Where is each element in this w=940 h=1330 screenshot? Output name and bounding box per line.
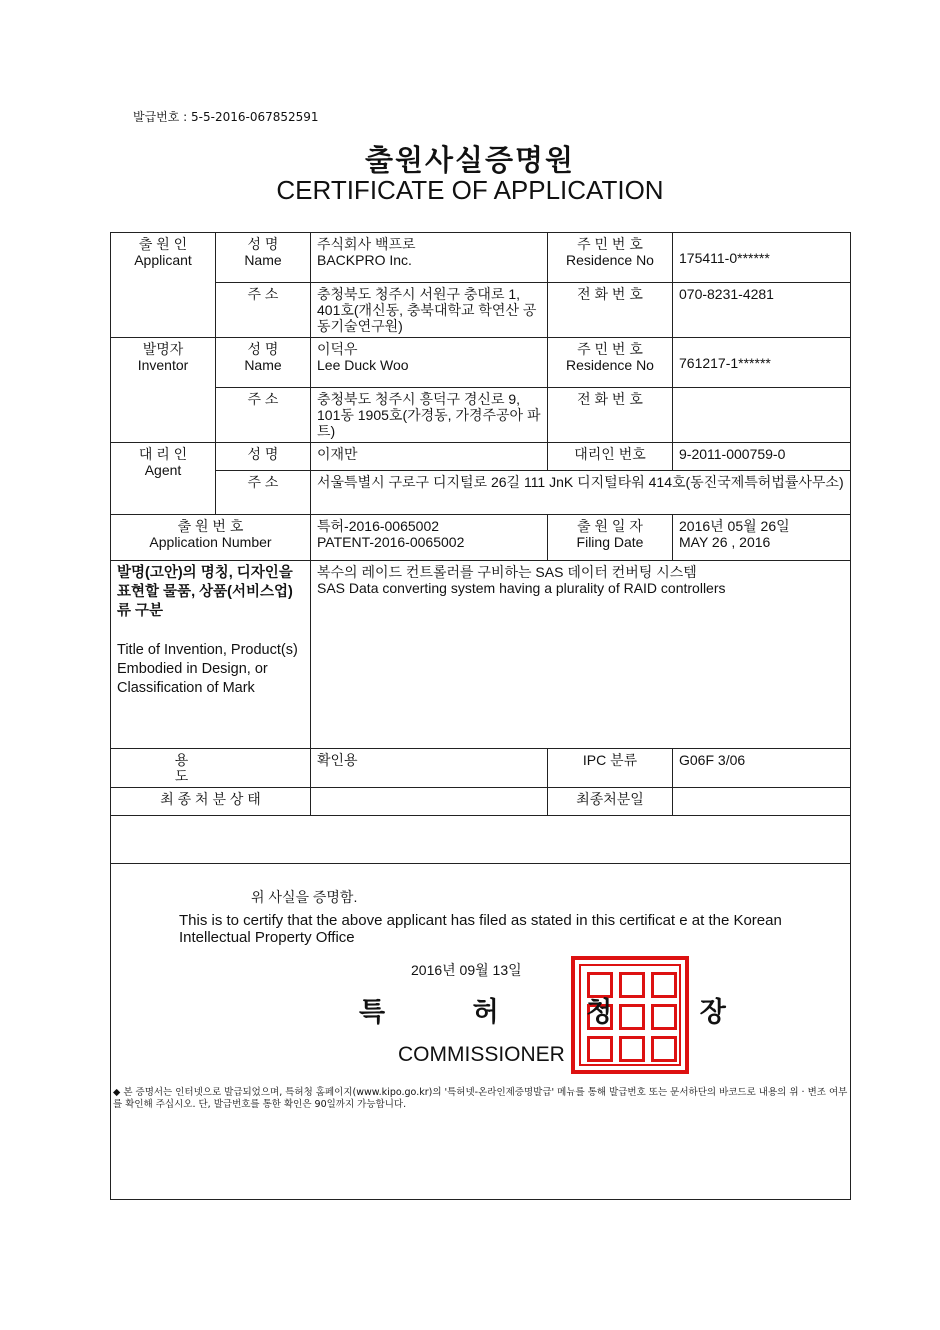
residence-label-en: Residence No [566, 252, 654, 268]
application-number [311, 515, 548, 561]
final-date-label: 최종처분일 [548, 788, 673, 816]
application-number-label [111, 515, 311, 561]
applicant-label-ko: 출 원 인 [138, 236, 188, 252]
final-status [311, 788, 548, 816]
agent-name: 이재만 [311, 443, 548, 471]
title-english: CERTIFICATE OF APPLICATION [276, 175, 664, 205]
name-label-en: Name [244, 357, 282, 373]
blank-row [111, 816, 851, 864]
applicant-name-en: BACKPRO Inc. [317, 252, 412, 268]
certification-box [111, 864, 851, 1200]
filing-label-ko: 출 원 일 자 [577, 518, 643, 534]
certify-text-ko: 위 사실을 증명함. [251, 889, 358, 905]
agency-name: 특 허 청 장 [359, 997, 766, 1027]
name-label-en: Name [244, 252, 282, 268]
inventor-label-en: Inventor [137, 357, 189, 373]
applicant-name [311, 233, 548, 283]
inventor-phone [673, 388, 851, 443]
agent-number: 9-2011-000759-0 [673, 443, 851, 471]
purpose-label: 용 도 [111, 749, 311, 788]
applicant-residence-no: 175411-0****** [673, 233, 851, 283]
certificate-table [110, 232, 851, 1200]
footer-notice: ◆ 본 증명서는 인터넷으로 발급되었으며, 특허청 홈페이지(www.kipo.go.kr)의 '특허넷-온라인제증명발급' 메뉴를 통해 발급번호 또는 문서하단의 바코드로 내용의 위 · 변조 여부를 확인해 주십시오. 단, 발급번호를 통한 확인은 90일까지 가능합니다. [113, 1087, 848, 1110]
appno-label-ko: 출 원 번 호 [177, 518, 244, 534]
title-of-invention-label [111, 561, 311, 749]
inventor-name-label [216, 338, 311, 388]
application-number-en: PATENT-2016-0065002 [317, 534, 465, 550]
agent-label-ko: 대 리 인 [138, 446, 188, 462]
title-label-en: Title of Invention, Product(s) Embodied in Design, or Classification of Mark [117, 642, 298, 696]
applicant-phone: 070-8231-4281 [673, 283, 851, 338]
applicant-residence-label [548, 233, 673, 283]
applicant-name-ko: 주식회사 백프로 [317, 236, 416, 252]
inventor-label [111, 338, 216, 443]
inventor-residence-no: 761217-1****** [673, 338, 851, 388]
filing-date-ko: 2016년 05월 26일 [679, 518, 790, 534]
residence-label-ko: 주 민 번 호 [577, 236, 643, 252]
filing-date-label [548, 515, 673, 561]
inventor-address-label: 주 소 [216, 388, 311, 443]
inventor-phone-label: 전 화 번 호 [548, 388, 673, 443]
filing-label-en: Filing Date [576, 534, 644, 550]
final-date [673, 788, 851, 816]
applicant-address: 충청북도 청주시 서원구 충대로 1, 401호(개신동, 충북대학교 학연산 공동기술연구원) [311, 283, 548, 338]
title-of-invention [311, 561, 851, 749]
agent-address: 서울특별시 구로구 디지털로 26길 111 JnK 디지털타워 414호(동진국제특허법률사무소) [311, 471, 851, 515]
agent-label-en: Agent [144, 462, 182, 478]
issue-date: 2016년 09월 13일 [411, 962, 522, 978]
title-of-invention-en: SAS Data converting system having a plurality of RAID controllers [317, 580, 726, 596]
inventor-residence-label [548, 338, 673, 388]
applicant-address-label: 주 소 [216, 283, 311, 338]
appno-label-en: Application Number [149, 534, 272, 550]
name-label-ko: 성 명 [247, 341, 279, 357]
inventor-name-en: Lee Duck Woo [317, 357, 409, 373]
ipc-label: IPC 분류 [548, 749, 673, 788]
name-label-ko: 성 명 [247, 236, 279, 252]
certify-text-en: This is to certify that the above applicant has filed as stated in this certificat e at the Korean Intellectual Property Office [179, 912, 782, 946]
applicant-label [111, 233, 216, 338]
applicant-phone-label: 전 화 번 호 [548, 283, 673, 338]
ipc: G06F 3/06 [673, 749, 851, 788]
title-korean: 출원사실증명원 [364, 143, 576, 177]
inventor-address: 충청북도 청주시 흥덕구 경신로 9, 101동 1905호(가경동, 가경주공아 파트) [311, 388, 548, 443]
inventor-name-ko: 이덕우 [317, 341, 358, 357]
application-number-ko: 특허-2016-0065002 [317, 518, 440, 534]
residence-label-en: Residence No [566, 357, 654, 373]
agent-label [111, 443, 216, 515]
applicant-name-label [216, 233, 311, 283]
filing-date-en: MAY 26 , 2016 [679, 534, 771, 550]
inventor-label-ko: 발명자 [142, 341, 184, 357]
applicant-label-en: Applicant [134, 252, 192, 268]
commissioner-title: COMMISSIONER [398, 1043, 565, 1066]
purpose: 확인용 [311, 749, 548, 788]
filing-date [673, 515, 851, 561]
issue-number: 발급번호 : 5-5-2016-067852591 [133, 110, 319, 124]
agent-number-label: 대리인 번호 [548, 443, 673, 471]
title-of-invention-ko: 복수의 레이드 컨트롤러를 구비하는 SAS 데이터 컨버팅 시스템 [317, 564, 697, 580]
agent-address-label: 주 소 [216, 471, 311, 515]
residence-label-ko: 주 민 번 호 [577, 341, 643, 357]
agent-name-label: 성 명 [216, 443, 311, 471]
inventor-name [311, 338, 548, 388]
title-label-ko: 발명(고안)의 명칭, 디자인을 표현할 물품, 상품(서비스업)류 구분 [117, 565, 293, 619]
final-status-label: 최 종 처 분 상 태 [111, 788, 311, 816]
